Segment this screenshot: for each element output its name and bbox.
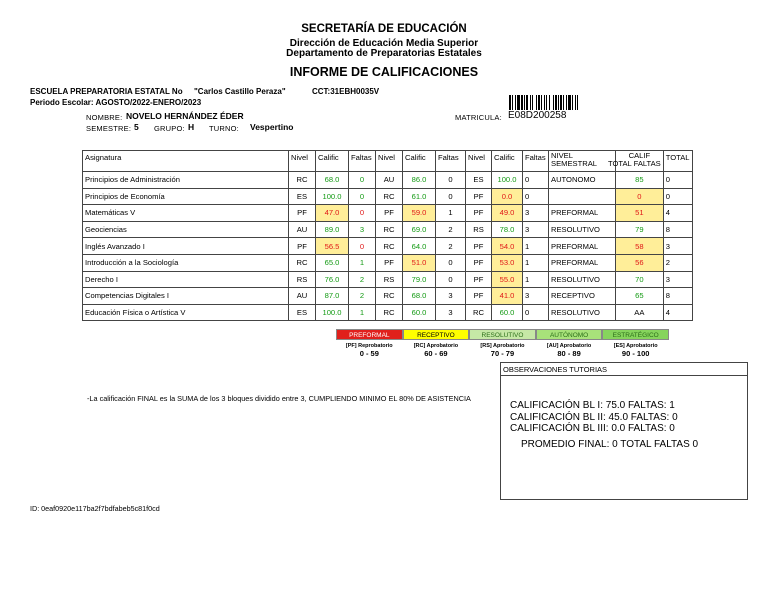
total-faltas: 0 <box>663 172 692 189</box>
total-faltas: 8 <box>663 288 692 305</box>
col-nivel-semestral: NIVEL SEMESTRAL <box>549 151 616 172</box>
col-faltas: Faltas <box>523 151 549 172</box>
scale-range: 70 - 79 <box>490 349 515 358</box>
header-direccion: Dirección de Educación Media Superior <box>289 38 479 49</box>
bloque-3-faltas: 3 <box>523 205 549 222</box>
calif-final: 85 <box>616 172 664 189</box>
bloque-1-nivel: ES <box>289 188 316 205</box>
calif-final: 70 <box>616 271 664 288</box>
total-faltas: 0 <box>663 188 692 205</box>
scale-sublabel: [RC] Aprobatorio <box>413 343 459 349</box>
bloque-3-faltas: 1 <box>523 238 549 255</box>
header-departamento: Departamento de Preparatorias Estatales <box>286 48 482 59</box>
col-nivel: Nivel <box>466 151 492 172</box>
observaciones-box <box>500 362 748 500</box>
bloque-1-nivel: RS <box>289 271 316 288</box>
name-label: NOMBRE: <box>86 113 123 122</box>
bloque-2-calific: 60.0 <box>403 304 436 321</box>
bloque-2-faltas: 2 <box>436 221 466 238</box>
scale-sublabel: [PF] Reprobatorio <box>345 343 393 349</box>
bloque-3-faltas: 0 <box>523 304 549 321</box>
bloque-2-nivel: PF <box>376 254 403 271</box>
col-nivel: Nivel <box>376 151 403 172</box>
school-number: "Carlos Castillo Peraza" <box>194 87 286 96</box>
report-title: INFORME DE CALIFICACIONES <box>289 65 479 79</box>
table-row <box>83 271 693 288</box>
scale-sublabel: [AU] Aprobatorio <box>546 343 592 349</box>
bloque-1-faltas: 2 <box>349 271 376 288</box>
table-row <box>83 172 693 189</box>
bloque-2-faltas: 1 <box>436 205 466 222</box>
bloque-2-nivel: RC <box>376 288 403 305</box>
grades-table <box>82 150 693 321</box>
total-faltas: 4 <box>663 304 692 321</box>
bloque-2-nivel: RS <box>376 271 403 288</box>
table-row <box>83 221 693 238</box>
table-row <box>83 304 693 321</box>
subject-name: Inglés Avanzado I <box>83 238 289 255</box>
bloque-2-nivel: RC <box>376 188 403 205</box>
nivel-semestral: PREFORMAL <box>549 238 616 255</box>
scale-sublabel: [RS] Aprobatorio <box>480 343 525 349</box>
bloque-2-faltas: 0 <box>436 254 466 271</box>
bloque-3-faltas: 3 <box>523 221 549 238</box>
bloque-1-calific: 76.0 <box>316 271 349 288</box>
col-faltas: Faltas <box>436 151 466 172</box>
bloque-3-faltas: 1 <box>523 254 549 271</box>
total-faltas: 8 <box>663 221 692 238</box>
scale-sublabel: [ES] Aprobatorio <box>613 343 658 349</box>
subject-name: Educación Física o Artística V <box>83 304 289 321</box>
bloque-1-faltas: 1 <box>349 254 376 271</box>
bloque-3-nivel: PF <box>466 205 492 222</box>
bloque-2-line: CALIFICACIÓN BL II: 45.0 FALTAS: 0 <box>510 412 678 423</box>
bloque-1-faltas: 0 <box>349 172 376 189</box>
document-id: ID: 0eaf0920e117ba2f7bdfabeb5c81f0cd <box>30 504 160 513</box>
bloque-2-nivel: RC <box>376 221 403 238</box>
bloque-1-faltas: 0 <box>349 238 376 255</box>
bloque-3-calific: 60.0 <box>492 304 523 321</box>
calif-final: 0 <box>616 188 664 205</box>
nivel-semestral: PREFORMAL <box>549 254 616 271</box>
total-faltas: 3 <box>663 271 692 288</box>
bloque-1-faltas: 0 <box>349 188 376 205</box>
student-turno: Vespertino <box>250 122 294 132</box>
table-row <box>83 288 693 305</box>
total-faltas: 2 <box>663 254 692 271</box>
school-line <box>30 87 380 96</box>
table-header-row <box>83 151 693 172</box>
barcode <box>509 95 599 110</box>
school-name: ESCUELA PREPARATORIA ESTATAL No <box>30 87 183 96</box>
bloque-3-calific: 0.0 <box>492 188 523 205</box>
bloque-2-calific: 59.0 <box>403 205 436 222</box>
bloque-1-line: CALIFICACIÓN BL I: 75.0 FALTAS: 1 <box>510 400 675 411</box>
matricula-label: MATRICULA: <box>455 113 502 122</box>
bloque-1-faltas: 0 <box>349 205 376 222</box>
nivel-semestral: RESOLUTIVO <box>549 304 616 321</box>
bloque-3-calific: 53.0 <box>492 254 523 271</box>
bloque-2-calific: 68.0 <box>403 288 436 305</box>
bloque-2-nivel: RC <box>376 238 403 255</box>
scale-item <box>336 329 403 358</box>
nivel-semestral: PREFORMAL <box>549 205 616 222</box>
bloque-1-calific: 100.0 <box>316 188 349 205</box>
bloque-2-calific: 51.0 <box>403 254 436 271</box>
nivel-semestral: AUTONOMO <box>549 172 616 189</box>
bloque-2-calific: 61.0 <box>403 188 436 205</box>
scale-item <box>469 329 536 358</box>
bloque-1-calific: 89.0 <box>316 221 349 238</box>
col-calific: Calific <box>403 151 436 172</box>
grading-note: -La calificación FINAL es la SUMA de los 3 bloques dividido entre 3, CUMPLIENDO MINIMO EL 80% DE ASISTENCIA <box>87 394 471 403</box>
bloque-1-calific: 68.0 <box>316 172 349 189</box>
bloque-1-nivel: PF <box>289 205 316 222</box>
col-faltas: Faltas <box>349 151 376 172</box>
scale-range: 90 - 100 <box>621 349 650 358</box>
bloque-3-calific: 100.0 <box>492 172 523 189</box>
grupo-label: GRUPO: <box>154 124 185 133</box>
bloque-2-calific: 86.0 <box>403 172 436 189</box>
bloque-2-faltas: 0 <box>436 271 466 288</box>
calif-final: AA <box>616 304 664 321</box>
nivel-semestral <box>549 188 616 205</box>
bloque-3-line: CALIFICACIÓN BL III: 0.0 FALTAS: 0 <box>510 423 675 434</box>
scale-range: 0 - 59 <box>359 349 379 358</box>
bloque-1-faltas: 1 <box>349 304 376 321</box>
bloque-3-faltas: 0 <box>523 172 549 189</box>
bloque-2-calific: 69.0 <box>403 221 436 238</box>
turno-label: TURNO: <box>209 124 239 133</box>
subject-name: Principios de Administración <box>83 172 289 189</box>
scale-label: AUTÓNOMO <box>536 329 603 340</box>
calif-final: 79 <box>616 221 664 238</box>
scale-item <box>602 329 669 358</box>
bloque-3-calific: 78.0 <box>492 221 523 238</box>
school-cct: CCT:31EBH0035V <box>312 87 380 96</box>
bloque-3-nivel: ES <box>466 172 492 189</box>
scale-item <box>403 329 470 358</box>
bloque-3-calific: 49.0 <box>492 205 523 222</box>
scale-label: RESOLUTIVO <box>469 329 536 340</box>
col-asignatura: Asignatura <box>83 151 289 172</box>
semestre-label: SEMESTRE: <box>86 124 132 133</box>
subject-name: Matemáticas V <box>83 205 289 222</box>
bloque-3-nivel: RS <box>466 221 492 238</box>
total-faltas: 3 <box>663 238 692 255</box>
student-name: NOVELO HERNÁNDEZ ÉDER <box>126 111 244 121</box>
bloque-1-nivel: PF <box>289 238 316 255</box>
bloque-1-nivel: AU <box>289 288 316 305</box>
nivel-semestral: RECEPTIVO <box>549 288 616 305</box>
bloque-1-nivel: ES <box>289 304 316 321</box>
bloque-3-calific: 41.0 <box>492 288 523 305</box>
observaciones-title: OBSERVACIONES TUTORIAS <box>501 363 747 376</box>
bloque-2-nivel: RC <box>376 304 403 321</box>
scale-item <box>536 329 603 358</box>
bloque-1-calific: 65.0 <box>316 254 349 271</box>
nivel-semestral: RESOLUTIVO <box>549 271 616 288</box>
nivel-semestral: RESOLUTIVO <box>549 221 616 238</box>
subject-name: Principios de Economía <box>83 188 289 205</box>
bloque-2-calific: 79.0 <box>403 271 436 288</box>
bloque-1-calific: 56.5 <box>316 238 349 255</box>
bloque-3-nivel: PF <box>466 238 492 255</box>
subject-name: Competencias Digitales I <box>83 288 289 305</box>
col-calific: Calific <box>492 151 523 172</box>
col-total: TOTAL <box>663 151 692 172</box>
subject-name: Introducción a la Sociología <box>83 254 289 271</box>
col-calific: Calific <box>316 151 349 172</box>
scale-label: RECEPTIVO <box>403 329 470 340</box>
bloque-1-faltas: 3 <box>349 221 376 238</box>
school-period: Periodo Escolar: AGOSTO/2022-ENERO/2023 <box>30 98 202 107</box>
bloque-1-calific: 47.0 <box>316 205 349 222</box>
total-faltas: 4 <box>663 205 692 222</box>
bloque-3-faltas: 0 <box>523 188 549 205</box>
subject-name: Geociencias <box>83 221 289 238</box>
bloque-2-nivel: AU <box>376 172 403 189</box>
col-calif-total-faltas: CALIF TOTAL FALTAS <box>616 151 664 172</box>
bloque-1-nivel: RC <box>289 254 316 271</box>
bloque-1-calific: 100.0 <box>316 304 349 321</box>
table-row <box>83 205 693 222</box>
calif-final: 56 <box>616 254 664 271</box>
bloque-3-faltas: 1 <box>523 271 549 288</box>
student-matricula: E08D200258 <box>508 110 567 121</box>
bloque-3-faltas: 3 <box>523 288 549 305</box>
student-grupo: H <box>188 122 195 132</box>
bloque-2-faltas: 0 <box>436 172 466 189</box>
bloque-1-faltas: 2 <box>349 288 376 305</box>
bloque-2-faltas: 3 <box>436 288 466 305</box>
scale-label: ESTRATÉGICO <box>602 329 669 340</box>
bloque-2-nivel: PF <box>376 205 403 222</box>
bloque-1-calific: 87.0 <box>316 288 349 305</box>
bloque-3-nivel: PF <box>466 188 492 205</box>
calif-final: 51 <box>616 205 664 222</box>
promedio-final: PROMEDIO FINAL: 0 TOTAL FALTAS 0 <box>521 439 699 450</box>
subject-name: Derecho I <box>83 271 289 288</box>
table-row <box>83 238 693 255</box>
header-secretaria: SECRETARÍA DE EDUCACIÓN <box>301 23 467 35</box>
col-nivel: Nivel <box>289 151 316 172</box>
bloque-3-nivel: PF <box>466 271 492 288</box>
bloque-2-faltas: 2 <box>436 238 466 255</box>
calif-final: 58 <box>616 238 664 255</box>
bloque-3-calific: 54.0 <box>492 238 523 255</box>
scale-range: 80 - 89 <box>557 349 581 358</box>
bloque-2-calific: 64.0 <box>403 238 436 255</box>
bloque-2-faltas: 3 <box>436 304 466 321</box>
bloque-3-nivel: PF <box>466 254 492 271</box>
grading-scale <box>336 329 669 358</box>
scale-range: 60 - 69 <box>424 349 448 358</box>
table-row <box>83 188 693 205</box>
bloque-1-nivel: AU <box>289 221 316 238</box>
bloque-3-nivel: PF <box>466 288 492 305</box>
student-semestre: 5 <box>134 122 139 132</box>
bloque-2-faltas: 0 <box>436 188 466 205</box>
bloque-1-nivel: RC <box>289 172 316 189</box>
scale-label: PREFORMAL <box>336 329 403 340</box>
bloque-3-calific: 55.0 <box>492 271 523 288</box>
bloque-3-nivel: RC <box>466 304 492 321</box>
calif-final: 65 <box>616 288 664 305</box>
table-row <box>83 254 693 271</box>
